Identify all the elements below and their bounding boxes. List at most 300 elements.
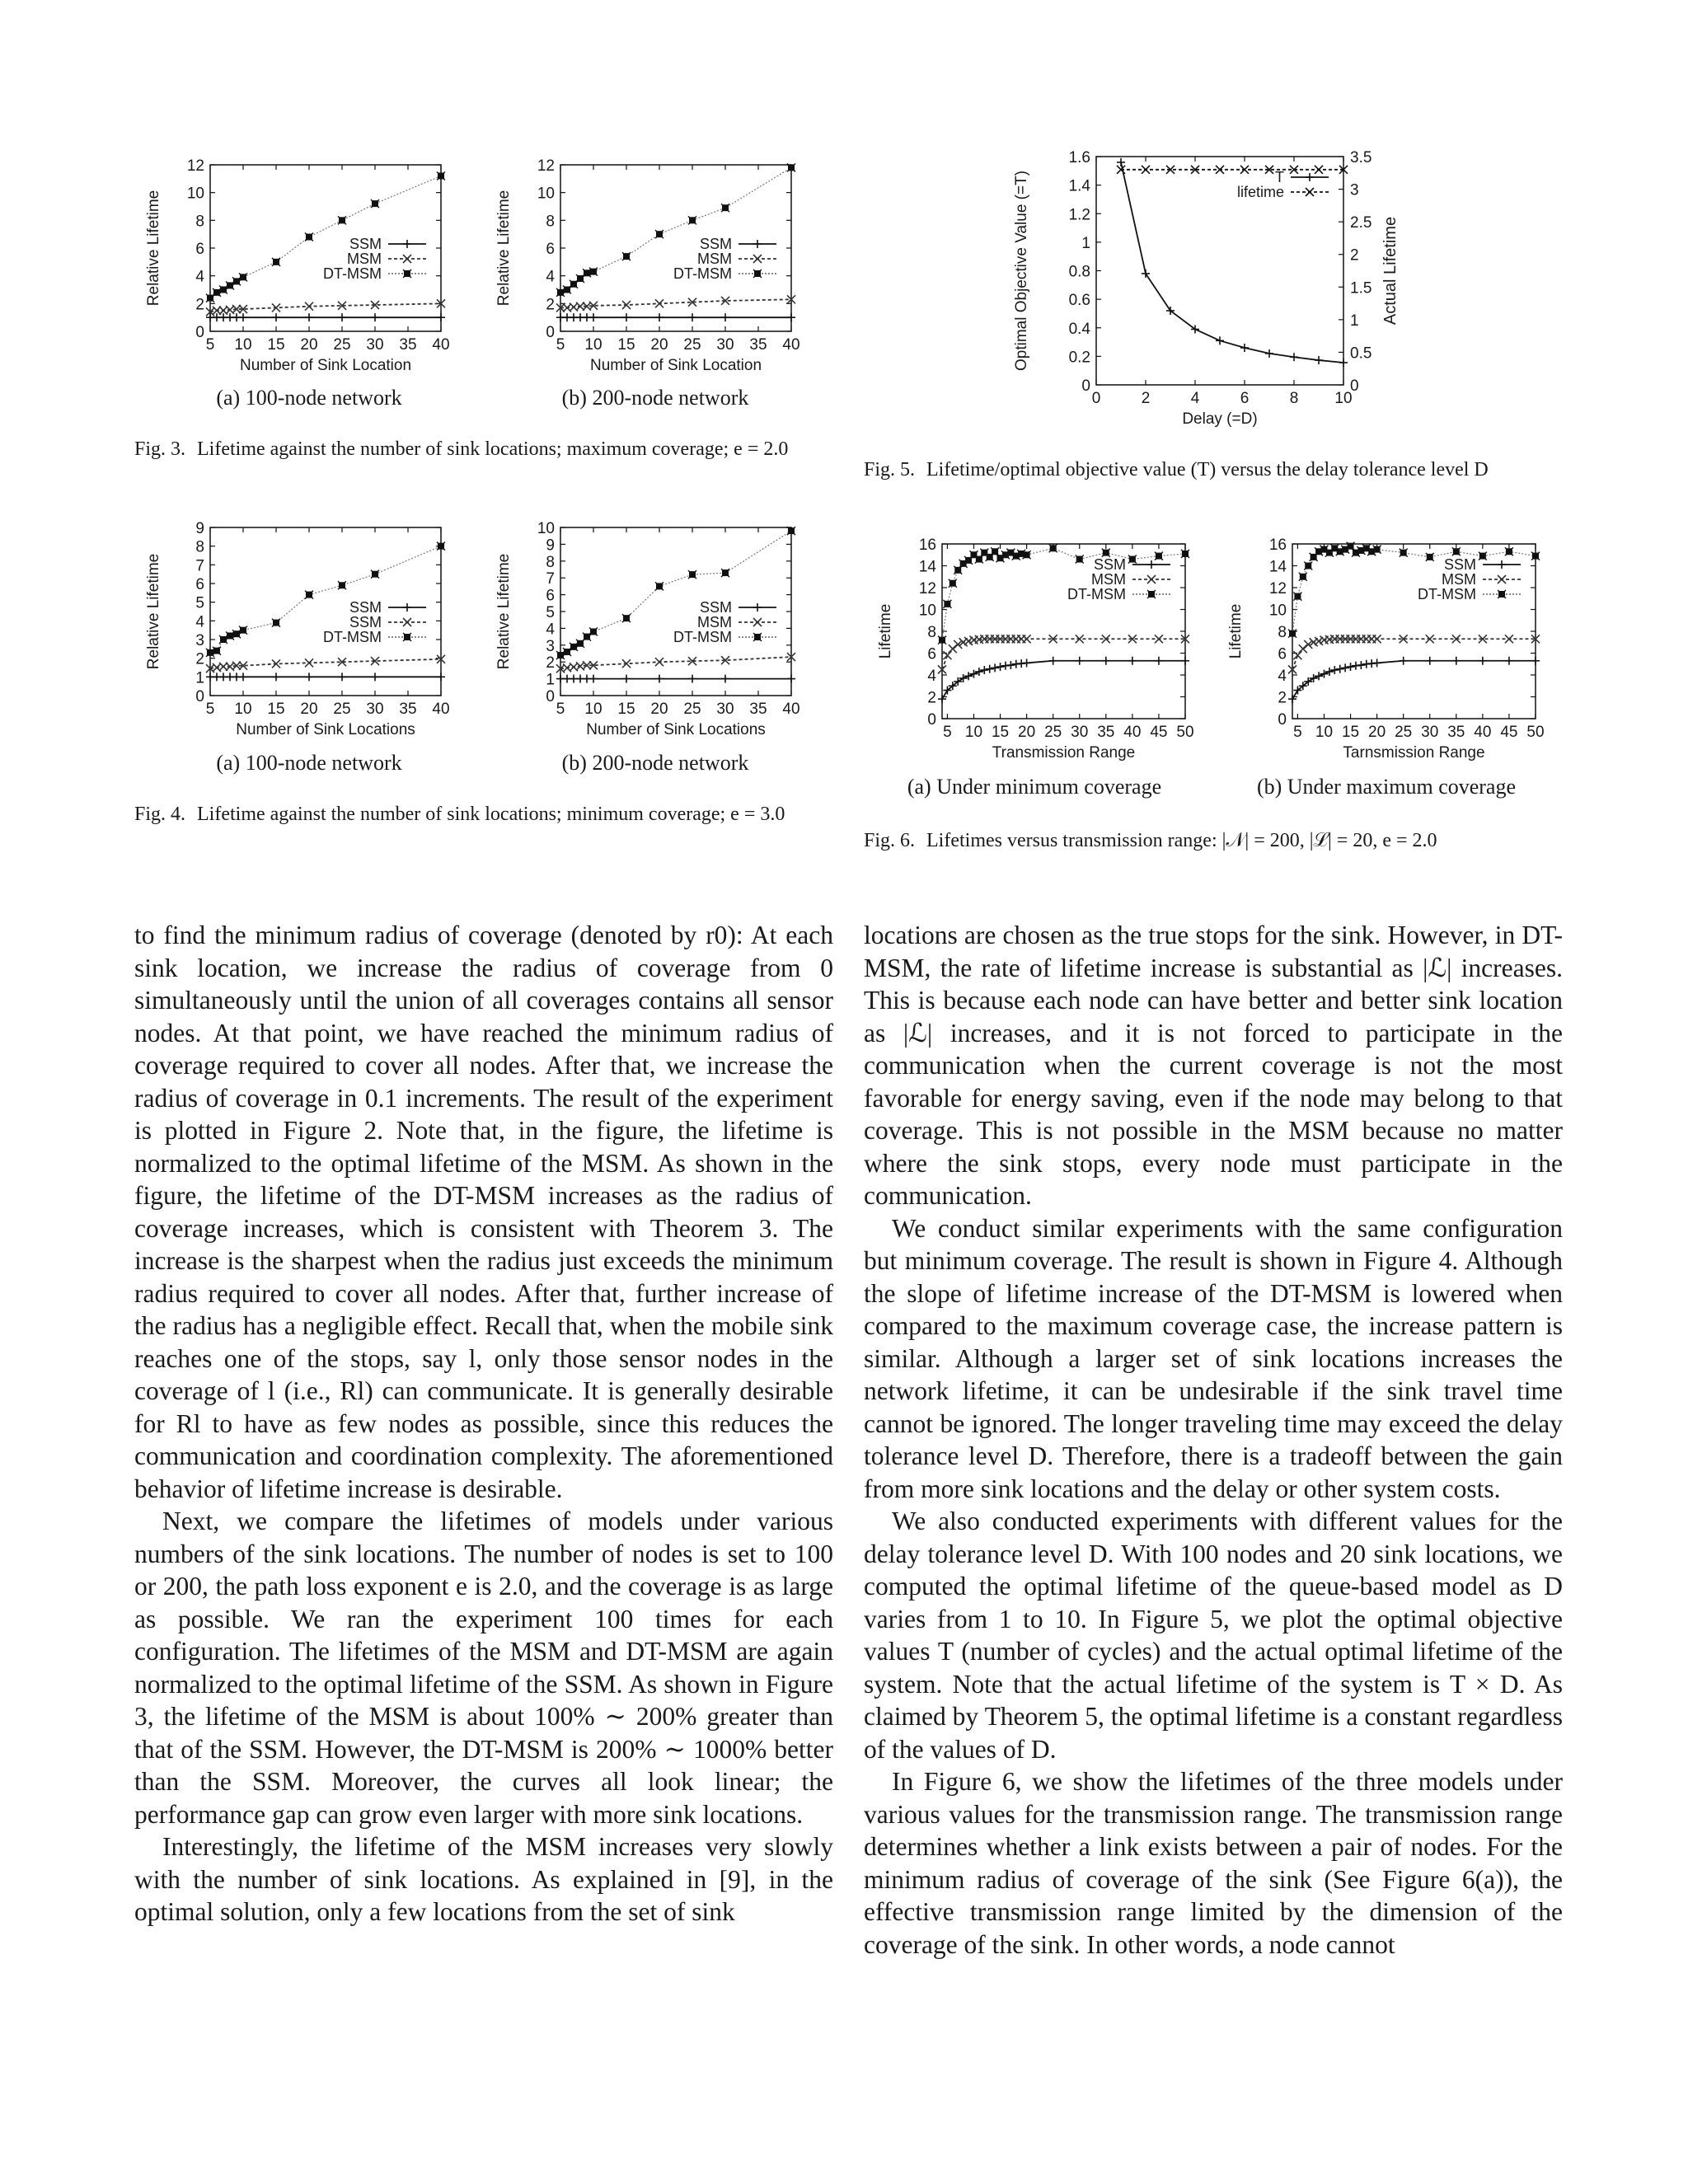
- data-point-lifetime: [1240, 166, 1249, 174]
- data-point-SSM: [1102, 657, 1110, 665]
- x-tick-label: 10: [1315, 724, 1334, 741]
- data-point-MSM: [655, 299, 663, 307]
- y-tick-label: 0: [1278, 711, 1287, 729]
- data-point-SSM: [1357, 661, 1365, 669]
- x-tick-label: 35: [749, 336, 767, 354]
- data-point-DT-MSM: [239, 626, 247, 635]
- data-point-DT-MSM: [1181, 550, 1189, 558]
- data-point-lifetime: [1142, 166, 1150, 174]
- legend-marker: [1498, 590, 1506, 598]
- x-axis-label: Transmission Range: [992, 744, 1136, 762]
- legend-marker: [753, 633, 762, 641]
- data-point-DT-MSM: [589, 627, 598, 635]
- series-line-SSM: [1292, 661, 1536, 699]
- data-point-MSM: [1155, 635, 1163, 643]
- y-tick-label: 3: [195, 632, 204, 649]
- y-tick-label: 6: [195, 576, 204, 593]
- data-point-MSM: [305, 658, 313, 667]
- y-tick-label: 5: [195, 594, 204, 612]
- x-tick-label: 20: [1018, 724, 1036, 741]
- body-paragraph: We conduct similar experiments with the same configuration but minimum coverage. The result is shown in Figure 4. Although the slope of lifetime increase of the DT-MSM is lowered when compared to the maximum coverage case, the increase pattern is similar. Although a larger set of sink locations increases the network lifetime, it can be undesirable if the sink travel time cannot be ignored. The longer traveling time may exceed the delay tolerance level D. Therefore, there is a tradeoff between the gain from more sink locations and the delay or other system costs.: [864, 1213, 1563, 1503]
- body-right-column: [864, 919, 1563, 1961]
- x-tick-label: 5: [205, 701, 215, 718]
- data-point-MSM: [1076, 635, 1084, 643]
- y2-tick-label: 2.5: [1350, 214, 1372, 232]
- y2-tick-label: 3.5: [1350, 149, 1372, 166]
- series-line-DT-MSM: [1292, 546, 1536, 634]
- series-line-MSM: [942, 639, 1185, 669]
- y2-tick-label: 2: [1350, 246, 1359, 265]
- x-tick-label: 15: [617, 701, 635, 718]
- x-tick-label: 25: [1395, 724, 1413, 741]
- data-point-SSM: [1315, 672, 1323, 680]
- y-tick-label: 8: [1278, 624, 1287, 641]
- data-point-SSM: [239, 313, 247, 321]
- y-tick-label: 12: [537, 157, 555, 175]
- data-point-DT-MSM: [1299, 573, 1307, 581]
- x-tick-label: 30: [716, 701, 734, 718]
- data-point-DT-MSM: [1531, 552, 1540, 560]
- data-point-DT-MSM: [1304, 562, 1312, 570]
- data-point-SSM: [1373, 658, 1381, 667]
- data-point-DT-MSM: [1155, 552, 1163, 560]
- y-axis-label: Relative Lifetime: [495, 553, 513, 670]
- body-paragraph: Next, we compare the lifetimes of models under various numbers of the sink locations. The number of nodes is set to 100 or 200, the path loss exponent e is 2.0, and the coverage is as large as possible. We ran the experiment 100 times for each configuration. The lifetimes of the MSM and DT-MSM are again normalized to the optimal lifetime of the SSM. As shown in Figure 3, the lifetime of the MSM is about 100% ∼ 200% greater than that of the SSM. However, the DT-MSM is 200% ∼ 1000% better than the SSM. Moreover, the curves all look linear; the performance gap can grow even larger with more sink locations.: [134, 1507, 833, 1829]
- y-tick-label: 8: [195, 538, 204, 556]
- y2-tick-label: 3: [1350, 181, 1359, 199]
- legend-label: T: [1275, 169, 1284, 185]
- data-point-DT-MSM: [1426, 553, 1434, 561]
- series-line-SSM: [942, 661, 1185, 699]
- data-point-DT-MSM: [938, 636, 946, 644]
- data-point-DT-MSM: [1049, 544, 1057, 552]
- x-tick-label: 10: [584, 701, 603, 718]
- x-tick-label: 20: [1368, 724, 1386, 741]
- x-axis-label: Number of Sink Locations: [586, 721, 766, 738]
- x-tick-label: 35: [1097, 724, 1115, 741]
- data-point-SSM: [1330, 666, 1339, 674]
- y-tick-label: 8: [927, 624, 936, 641]
- data-point-SSM: [721, 675, 729, 683]
- fig6a-chart: [872, 536, 1198, 766]
- x-axis-label: Delay (=D): [1182, 410, 1258, 428]
- data-point-DT-MSM: [721, 204, 729, 212]
- legend-marker: [1306, 188, 1314, 196]
- body-paragraph: We also conducted experiments with different values for the delay tolerance level D. With 100 nodes and 20 sink locations, we computed the optimal lifetime of the queue-based model as D varies from 1 to 10. In Figure 5, we plot the optimal objective values T (number of cycles) and the actual optimal lifetime of the system. Note that the actual lifetime of the system is T × D. As claimed by Theorem 5, the optimal lifetime is a constant regardless of the values of D.: [864, 1507, 1563, 1764]
- data-point-MSM: [1505, 635, 1513, 643]
- y-tick-label: 16: [918, 537, 936, 554]
- data-point-SSM: [1155, 657, 1163, 665]
- data-point-DT-MSM: [1076, 555, 1084, 564]
- data-point-DT-MSM: [1479, 552, 1487, 560]
- x-tick-label: 30: [366, 336, 384, 354]
- y-tick-label: 4: [927, 668, 936, 685]
- data-point-SSM: [986, 665, 994, 673]
- y-axis-label: Relative Lifetime: [495, 190, 513, 307]
- data-point-SSM: [305, 313, 313, 321]
- data-point-DT-MSM: [589, 268, 598, 276]
- x-tick-label: 8: [1289, 390, 1299, 407]
- legend-marker: [1147, 560, 1156, 569]
- series-line-MSM: [1292, 639, 1536, 669]
- data-point-SSM: [1426, 657, 1434, 665]
- y2-tick-label: 0: [1350, 377, 1359, 395]
- fig4b-subcaption: (b) 200-node network: [561, 751, 749, 775]
- y-tick-label: 1.2: [1068, 206, 1090, 224]
- x-tick-label: 5: [943, 724, 952, 741]
- data-point-lifetime: [1216, 166, 1224, 174]
- fig5-caption: [864, 457, 1554, 483]
- x-tick-label: 2: [1141, 390, 1151, 407]
- legend-label: SSM: [1443, 556, 1476, 573]
- y-tick-label: 2: [195, 650, 204, 668]
- x-tick-label: 50: [1176, 724, 1194, 741]
- y2-tick-label: 1.5: [1350, 279, 1372, 298]
- legend-label: DT-MSM: [323, 265, 382, 282]
- data-point-DT-MSM: [1373, 546, 1381, 554]
- y-tick-label: 3: [546, 637, 555, 655]
- y-tick-label: 14: [1268, 558, 1287, 576]
- fig6-caption-text: Lifetimes versus transmission range: |𝒩| = 200, |ℒ| = 20, e = 2.0: [926, 830, 1437, 851]
- y-tick-label: 4: [546, 268, 555, 286]
- data-point-DT-MSM: [213, 647, 221, 655]
- legend-label: MSM: [347, 251, 382, 267]
- body-paragraph: In Figure 6, we show the lifetimes of the three models under various values for the transmission range. The transmission range determines whether a link exists between a pair of nodes. For the minimum radius of coverage of the sink (See Figure 6(a)), the effective transmission range limited by the dimension of the coverage of the sink. In other words, a node cannot: [864, 1767, 1563, 1959]
- y-tick-label: 8: [195, 213, 204, 231]
- x-tick-label: 5: [1293, 724, 1302, 741]
- y-tick-label: 2: [546, 654, 555, 673]
- data-point-SSM: [1128, 657, 1137, 665]
- y-tick-label: 4: [546, 621, 555, 639]
- x-tick-label: 15: [267, 336, 285, 354]
- y-tick-label: 12: [918, 580, 936, 598]
- data-point-SSM: [1505, 657, 1513, 665]
- data-point-MSM: [622, 301, 631, 309]
- x-tick-label: 15: [991, 724, 1010, 741]
- x-tick-label: 40: [1123, 724, 1142, 741]
- fig5-caption-text: Lifetime/optimal objective value (T) versus the delay tolerance level D: [926, 459, 1489, 480]
- legend-label: DT-MSM: [673, 265, 732, 282]
- data-point-DT-MSM: [583, 633, 591, 641]
- data-point-DT-MSM: [563, 286, 571, 294]
- x-tick-label: 10: [584, 336, 603, 354]
- data-point-SSM: [437, 313, 445, 321]
- x-tick-label: 50: [1526, 724, 1545, 741]
- data-point-SSM: [622, 313, 631, 321]
- y-tick-label: 16: [1268, 537, 1287, 554]
- data-point-SSM: [338, 673, 346, 681]
- y-axis-label: Relative Lifetime: [145, 553, 162, 670]
- data-point-SSM: [991, 663, 999, 672]
- legend-marker: [1498, 560, 1506, 569]
- data-point-SSM: [589, 675, 598, 683]
- data-point-SSM: [996, 663, 1005, 671]
- legend-label: MSM: [697, 251, 732, 267]
- data-point-DT-MSM: [437, 171, 445, 180]
- data-point-DT-MSM: [338, 581, 346, 589]
- y-tick-label: 1: [195, 669, 204, 687]
- y-axis-label: Relative Lifetime: [145, 190, 162, 307]
- fig3b-subcaption: (b) 200-node network: [561, 386, 749, 410]
- data-point-SSM: [338, 313, 346, 321]
- data-point-DT-MSM: [1293, 593, 1301, 601]
- body-paragraph: locations are chosen as the true stops for the sink. However, in DT-MSM, the rate of lifetime increase is substantial as |ℒ| increases. This is because each node can have better and better sink location as |ℒ| increases, and it is not forced to participate in the communication when the current coverage is not the most favorable for energy saving, even if the node may belong to that coverage. This is not possible in the MSM because no matter where the sink stops, every node must participate in the communication.: [864, 921, 1563, 1210]
- x-tick-label: 15: [267, 701, 285, 718]
- data-point-SSM: [688, 675, 696, 683]
- data-point-MSM: [622, 659, 631, 668]
- fig3-caption-label: Fig. 3.: [134, 438, 186, 460]
- y-tick-label: 6: [546, 587, 555, 605]
- fig3a-subcaption: (a) 100-node network: [216, 386, 402, 410]
- x-tick-label: 0: [1091, 390, 1101, 407]
- data-point-SSM: [688, 313, 696, 321]
- legend-label: MSM: [1442, 571, 1476, 588]
- data-point-MSM: [272, 659, 280, 668]
- data-point-DT-MSM: [655, 582, 663, 590]
- data-point-DT-MSM: [949, 579, 957, 588]
- x-tick-label: 25: [333, 701, 351, 718]
- data-point-SSM: [1336, 665, 1344, 673]
- legend-marker: [1147, 590, 1156, 598]
- data-point-SSM: [938, 695, 946, 703]
- y-tick-label: 1: [1081, 234, 1090, 252]
- data-point-SSM: [655, 675, 663, 683]
- y-tick-label: 2: [546, 296, 555, 314]
- data-point-DT-MSM: [371, 199, 379, 208]
- fig6-caption: [864, 828, 1554, 854]
- data-point-DT-MSM: [1452, 547, 1461, 555]
- legend-marker: [403, 618, 411, 626]
- x-tick-label: 35: [1447, 724, 1465, 741]
- data-point-SSM: [1452, 657, 1461, 665]
- x-axis-label: Number of Sink Location: [589, 357, 762, 374]
- data-point-MSM: [655, 658, 663, 666]
- legend-marker: [403, 633, 411, 641]
- y-tick-label: 8: [546, 553, 555, 571]
- data-point-SSM: [371, 313, 379, 321]
- data-point-SSM: [1479, 657, 1487, 665]
- legend-label: SSM: [349, 599, 382, 616]
- y-tick-label: 0.8: [1068, 263, 1090, 281]
- fig4-caption: [134, 802, 824, 827]
- y-tick-label: 0: [195, 324, 204, 341]
- data-point-DT-MSM: [1347, 542, 1355, 551]
- y-tick-label: 7: [195, 557, 204, 575]
- data-point-SSM: [1341, 663, 1349, 672]
- y-tick-label: 1.4: [1068, 177, 1090, 195]
- fig4a-subcaption: (a) 100-node network: [216, 751, 402, 775]
- legend-marker: [1498, 575, 1506, 583]
- y-tick-label: 4: [195, 268, 204, 286]
- plot-frame: [210, 527, 441, 696]
- data-point-T: [1265, 349, 1273, 358]
- data-point-DT-MSM: [1400, 549, 1408, 557]
- data-point-DT-MSM: [1505, 547, 1513, 555]
- data-point-SSM: [787, 675, 795, 683]
- x-tick-label: 25: [1044, 724, 1062, 741]
- data-point-DT-MSM: [272, 258, 280, 266]
- fig3-caption-text: Lifetime against the number of sink locations; maximum coverage; e = 2.0: [197, 438, 789, 460]
- x-tick-label: 45: [1150, 724, 1168, 741]
- fig5-caption-label: Fig. 5.: [864, 459, 916, 480]
- data-point-lifetime: [1315, 166, 1323, 174]
- fig3-caption: [134, 437, 824, 462]
- x-tick-label: 25: [683, 701, 701, 718]
- fig4b-chart: [490, 519, 804, 743]
- legend-marker: [753, 603, 762, 612]
- data-point-MSM: [1023, 635, 1031, 643]
- y-tick-label: 9: [195, 520, 204, 537]
- y-tick-label: 9: [546, 537, 555, 555]
- data-point-SSM: [272, 313, 280, 321]
- data-point-T: [1290, 353, 1298, 361]
- x-tick-label: 40: [432, 701, 450, 718]
- body-paragraph: Interestingly, the lifetime of the MSM increases very slowly with the number of sink locations. As explained in [9], in the optimal solution, only a few locations from the set of sink: [134, 1832, 833, 1926]
- x-tick-label: 10: [234, 701, 252, 718]
- data-point-SSM: [1023, 658, 1031, 667]
- legend-label: SSM: [699, 599, 732, 616]
- legend-marker: [753, 269, 762, 278]
- x-tick-label: 30: [1421, 724, 1439, 741]
- x-tick-label: 40: [432, 336, 450, 354]
- legend-label: lifetime: [1236, 184, 1284, 200]
- plot-frame: [942, 544, 1185, 719]
- data-point-DT-MSM: [991, 547, 999, 555]
- legend-label: DT-MSM: [323, 629, 382, 645]
- x-tick-label: 5: [205, 336, 215, 354]
- data-point-SSM: [272, 673, 280, 681]
- data-point-DT-MSM: [622, 252, 631, 260]
- data-point-MSM: [305, 302, 313, 311]
- data-point-DT-MSM: [954, 566, 962, 574]
- x-tick-label: 30: [1071, 724, 1089, 741]
- legend-label: DT-MSM: [1418, 586, 1476, 602]
- x-tick-label: 25: [683, 336, 701, 354]
- x-tick-label: 10: [964, 724, 983, 741]
- fig4-caption-text: Lifetime against the number of sink locations; minimum coverage; e = 3.0: [197, 804, 785, 825]
- legend-marker: [403, 255, 411, 263]
- data-point-DT-MSM: [721, 569, 729, 577]
- data-point-MSM: [272, 303, 280, 312]
- data-point-SSM: [980, 666, 988, 674]
- legend-marker: [403, 240, 411, 248]
- data-point-DT-MSM: [305, 591, 313, 599]
- y-tick-label: 6: [195, 241, 204, 258]
- data-point-SSM: [1320, 670, 1328, 678]
- legend-label: SSM: [1093, 556, 1126, 573]
- y-tick-label: 1.6: [1068, 149, 1090, 166]
- data-point-T: [1117, 158, 1125, 166]
- legend-label: DT-MSM: [673, 629, 732, 645]
- data-point-DT-MSM: [272, 619, 280, 627]
- x-axis-label: Number of Sink Location: [239, 357, 412, 374]
- data-point-DT-MSM: [688, 570, 696, 579]
- data-point-SSM: [1347, 663, 1355, 671]
- x-tick-label: 45: [1500, 724, 1518, 741]
- fig4a-chart: [140, 519, 453, 743]
- x-tick-label: 10: [234, 336, 252, 354]
- y-tick-label: 0: [546, 688, 555, 705]
- x-tick-label: 25: [333, 336, 351, 354]
- data-point-DT-MSM: [975, 555, 983, 564]
- x-tick-label: 20: [650, 701, 668, 718]
- body-paragraph: to find the minimum radius of coverage (denoted by r0): At each sink location, we increase the radius of coverage from 0 simultaneously until the union of all coverages contains all sensor nodes. At that point, we have reached the minimum radius of coverage required to cover all nodes. After that, we increase the radius of coverage in 0.1 increments. The result of the experiment is plotted in Figure 2. Note that, in the figure, the lifetime is normalized to the optimal lifetime of the MSM. As shown in the figure, the lifetime of the DT-MSM increases as the radius of coverage increases, which is consistent with Theorem 3. The increase is the sharpest when the radius just exceeds the minimum radius required to cover all nodes. After that, further increase of the radius has a negligible effect. Recall that, when the mobile sink reaches one of the stops, say l, only those sensor nodes in the coverage of l (i.e., Rl) can communicate. It is generally desirable for Rl to have as few nodes as possible, since this reduces the communication and coordination complexity. The aforementioned behavior of lifetime increase is desirable.: [134, 921, 833, 1503]
- fig3b-chart: [490, 157, 804, 379]
- x-tick-label: 15: [617, 336, 635, 354]
- y-tick-label: 10: [186, 185, 204, 203]
- data-point-MSM: [1373, 635, 1381, 643]
- data-point-T: [1142, 269, 1150, 278]
- data-point-DT-MSM: [622, 614, 631, 622]
- x-axis-label: Tarnsmission Range: [1343, 744, 1485, 762]
- data-point-SSM: [1400, 657, 1408, 665]
- data-point-SSM: [1006, 661, 1015, 669]
- y-axis-label: Lifetime: [1227, 603, 1245, 659]
- x-tick-label: 30: [366, 701, 384, 718]
- data-point-DT-MSM: [305, 233, 313, 241]
- x-tick-label: 35: [399, 701, 417, 718]
- fig5-chart: [1010, 148, 1405, 433]
- legend-label: MSM: [1091, 571, 1126, 588]
- x-tick-label: 40: [1474, 724, 1492, 741]
- legend-label: SSM: [349, 614, 382, 630]
- y2-tick-label: 0.5: [1350, 344, 1372, 363]
- data-point-DT-MSM: [655, 230, 663, 238]
- data-point-DT-MSM: [563, 648, 571, 656]
- x-tick-label: 15: [1341, 724, 1360, 741]
- plot-frame: [1292, 544, 1536, 719]
- data-point-SSM: [1325, 668, 1334, 676]
- y-tick-label: 12: [186, 157, 204, 175]
- data-point-SSM: [721, 313, 729, 321]
- data-point-DT-MSM: [1288, 630, 1296, 638]
- x-tick-label: 5: [556, 336, 565, 354]
- legend-marker: [403, 269, 411, 278]
- x-tick-label: 6: [1240, 390, 1250, 407]
- data-point-SSM: [1049, 657, 1057, 665]
- data-point-DT-MSM: [437, 542, 445, 551]
- y-tick-label: 0: [546, 324, 555, 341]
- data-point-DT-MSM: [226, 631, 234, 640]
- data-point-SSM: [787, 313, 795, 321]
- y-tick-label: 6: [546, 241, 555, 258]
- y-tick-label: 2: [927, 689, 936, 707]
- y2-axis-label: Actual Lifetime: [1381, 216, 1400, 326]
- fig6a-subcaption: (a) Under minimum coverage: [907, 775, 1162, 799]
- x-tick-label: 5: [556, 701, 565, 718]
- data-point-SSM: [305, 673, 313, 681]
- data-point-SSM: [969, 670, 978, 678]
- data-point-SSM: [1288, 695, 1296, 703]
- y2-tick-label: 1: [1350, 312, 1359, 330]
- y-tick-label: 8: [546, 213, 555, 231]
- fig3a-chart: [140, 157, 453, 379]
- y-tick-label: 0: [1081, 377, 1090, 395]
- plot-frame: [1096, 157, 1343, 385]
- fig6b-subcaption: (b) Under maximum coverage: [1256, 775, 1517, 799]
- legend-marker: [403, 603, 411, 612]
- y-tick-label: 2: [1278, 689, 1287, 707]
- x-tick-label: 10: [1334, 390, 1353, 407]
- legend-label: SSM: [349, 236, 382, 252]
- y-tick-label: 0.4: [1068, 320, 1090, 338]
- y-tick-label: 12: [1268, 580, 1287, 598]
- legend-marker: [753, 240, 762, 248]
- data-point-DT-MSM: [338, 216, 346, 224]
- y-tick-label: 0: [927, 711, 936, 729]
- legend-marker: [753, 255, 762, 263]
- x-tick-label: 20: [300, 336, 318, 354]
